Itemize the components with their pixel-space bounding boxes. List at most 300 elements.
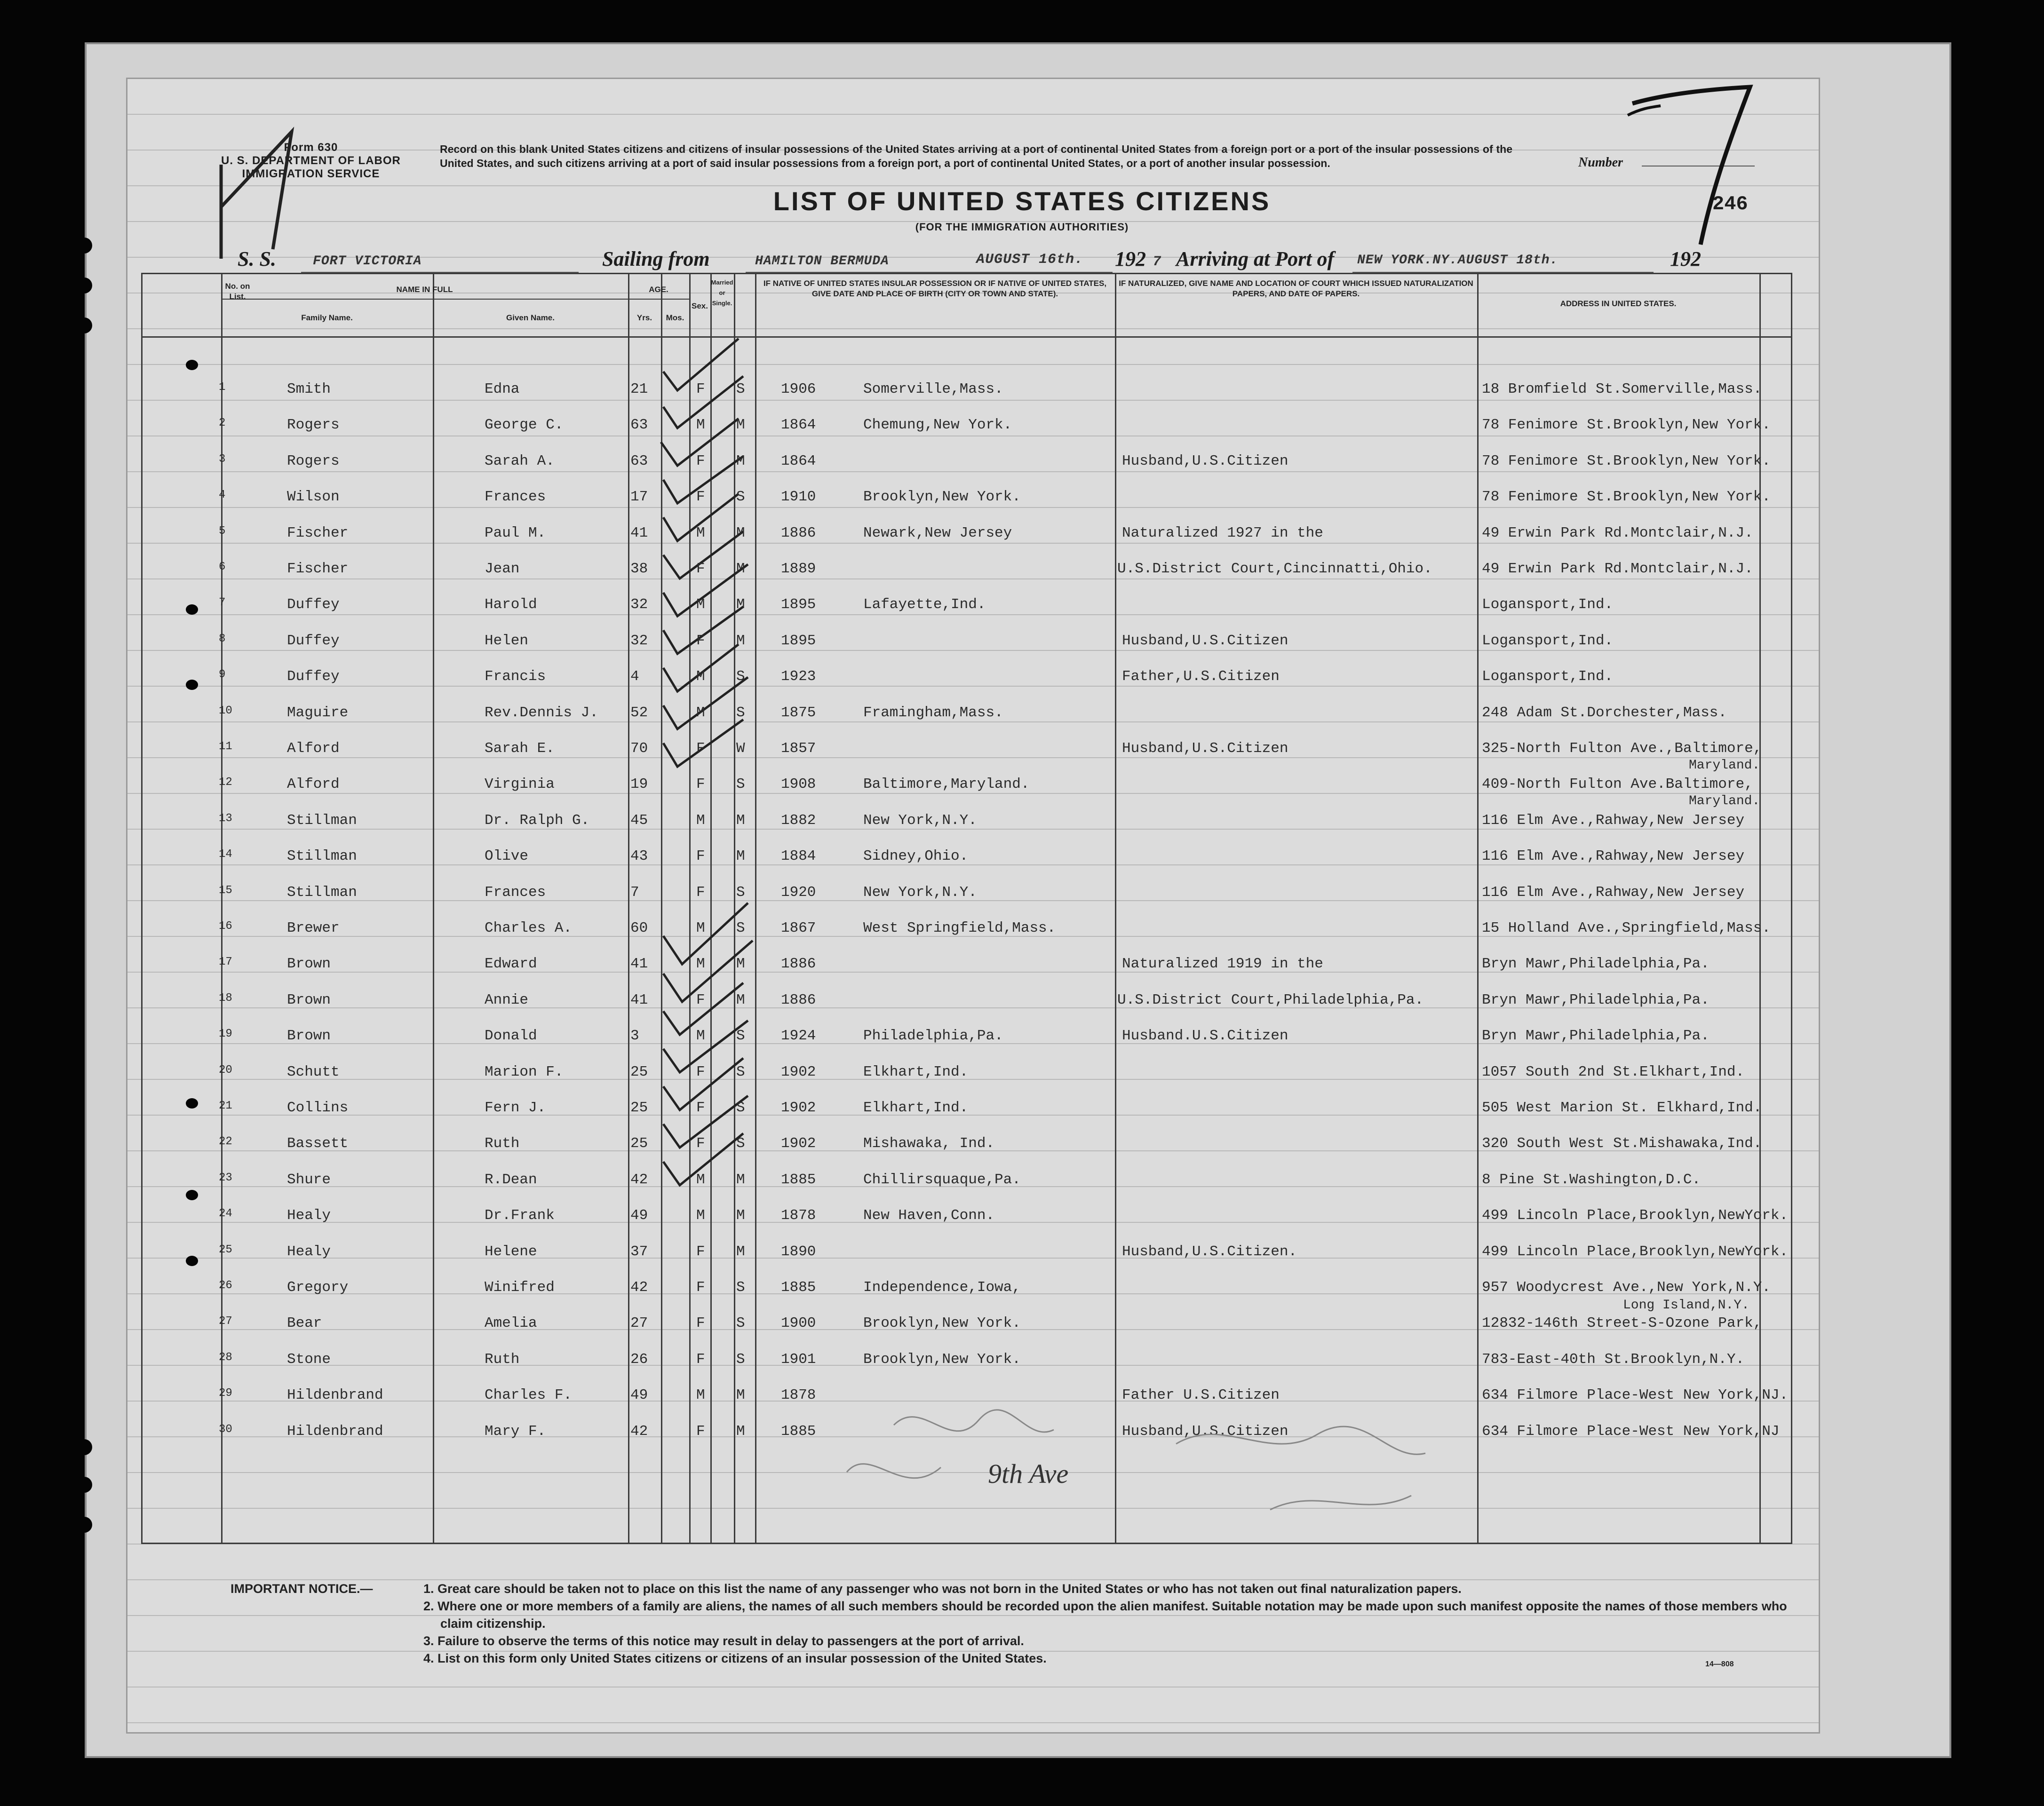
row-number: 12 [219,776,232,789]
birth-place: Baltimore,Maryland. [863,776,1030,793]
age-years: 45 [630,812,648,829]
address: 8 Pine St.Washington,D.C. [1482,1171,1701,1188]
sex: F [696,561,705,577]
sex: F [696,1243,705,1260]
address: 320 South West St.Mishawaka,Ind. [1482,1135,1762,1152]
year-suffix: 7 [1153,254,1162,270]
sex: F [696,740,705,757]
birth-place: New Haven,Conn. [863,1207,995,1224]
birth-place: Independence,Iowa, [863,1279,1021,1296]
sex: F [696,381,705,397]
sex: F [696,489,705,506]
given-name: Charles F. [485,1387,573,1404]
naturalization: Husband,U.S.Citizen [1122,452,1288,469]
birth-year: 1886 [781,524,816,541]
family-name: Shure [287,1171,331,1188]
age-years: 25 [630,1100,648,1116]
hdr-family-name: Family Name. [301,313,353,322]
sex: F [696,1315,705,1332]
row-number: 7 [219,596,226,610]
naturalization: Husband,U.S.Citizen [1122,740,1288,757]
sex: M [696,596,705,613]
hdr-mos: Mos. [666,313,684,322]
ss-label: S. S. [238,247,276,270]
sailing-label: Sailing from [602,247,710,270]
family-name: Stone [287,1351,331,1368]
marital-status: M [736,596,745,613]
given-name: Annie [485,991,529,1008]
age-years: 42 [630,1171,648,1188]
given-name: Edward [485,956,537,973]
sex: F [696,848,705,865]
hdr-no: No. on List. [225,282,250,301]
marital-status: M [736,1423,745,1440]
hdr-sex: Sex. [692,301,708,310]
marital-status: M [736,1387,745,1404]
birth-year: 1878 [781,1207,816,1224]
address: 957 Woodycrest Ave.,New York,N.Y. [1482,1279,1771,1296]
sex: F [696,776,705,793]
row-number: 19 [219,1028,232,1041]
family-name: Hildenbrand [287,1423,383,1440]
arriving-label: Arriving at Port of [1176,247,1335,270]
row-number: 28 [219,1351,232,1364]
given-name: Virginia [485,776,555,793]
address: 634 Filmore Place-West New York,NJ [1482,1423,1780,1440]
naturalization: Father U.S.Citizen [1122,1387,1280,1404]
address: Logansport,Ind. [1482,668,1614,685]
check-marks [644,329,786,1307]
marital-status: M [736,812,745,829]
sex: M [696,920,705,936]
sailing-port: HAMILTON BERMUDA [755,254,889,269]
marital-status: S [736,381,745,397]
marital-status: M [736,1207,745,1224]
address: Bryn Mawr,Philadelphia,Pa. [1482,1028,1710,1045]
family-name: Bear [287,1315,322,1332]
sex: F [696,1100,705,1116]
birth-year: 1902 [781,1135,816,1152]
row-number: 29 [219,1387,232,1400]
family-name: Bassett [287,1135,349,1152]
notice-item-1: 1. Great care should be taken not to place on this list the name of any passenger who was not born in the United States or who has not taken out final naturalization papers. [423,1582,1462,1596]
age-years: 49 [630,1387,648,1404]
birth-place: Chillirsquaque,Pa. [863,1171,1021,1188]
birth-place: Philadelphia,Pa. [863,1028,1003,1045]
address-line-2: Maryland. [1689,794,1760,809]
given-name: Sarah A. [485,452,555,469]
given-name: George C. [485,417,564,434]
address: 634 Filmore Place-West New York,NJ. [1482,1387,1789,1404]
birth-year: 1906 [781,381,816,397]
sex: M [696,1387,705,1404]
row-number: 10 [219,704,232,717]
marital-status: S [736,1135,745,1152]
row-number: 24 [219,1207,232,1220]
address: 783-East-40th St.Brooklyn,N.Y. [1482,1351,1745,1368]
family-name: Brown [287,991,331,1008]
given-name: Dr.Frank [485,1207,555,1224]
address: 18 Bromfield St.Somerville,Mass. [1482,381,1762,397]
naturalization: Husband,U.S.Citizen. [1122,1243,1297,1260]
age-years: 37 [630,1243,648,1260]
address: 12832-146th Street-S-Ozone Park, [1482,1315,1762,1332]
given-name: Marion F. [485,1063,564,1080]
birth-year: 1884 [781,848,816,865]
marital-status: M [736,524,745,541]
birth-place: West Springfield,Mass. [863,920,1056,936]
family-name: Schutt [287,1063,340,1080]
age-years: 41 [630,524,648,541]
marital-status: M [736,632,745,649]
given-name: Sarah E. [485,740,555,757]
birth-place: Sidney,Ohio. [863,848,969,865]
family-name: Stillman [287,812,357,829]
notice-lead: IMPORTANT NOTICE.— [231,1582,373,1596]
row-number: 17 [219,956,232,969]
family-name: Rogers [287,417,340,434]
family-name: Alford [287,740,340,757]
birth-year: 1864 [781,452,816,469]
marital-status: W [736,740,745,757]
address: 116 Elm Ave.,Rahway,New Jersey [1482,884,1745,901]
year-prefix: 192 [1115,247,1146,270]
sex: M [696,812,705,829]
given-name: Edna [485,381,520,397]
pencil-annotations [800,1387,1505,1529]
given-name: Frances [485,489,546,506]
address: Bryn Mawr,Philadelphia,Pa. [1482,991,1710,1008]
marital-status: M [736,452,745,469]
address: 116 Elm Ave.,Rahway,New Jersey [1482,812,1745,829]
birth-place: Brooklyn,New York. [863,489,1021,506]
age-years: 52 [630,704,648,721]
address: Logansport,Ind. [1482,632,1614,649]
family-name: Maguire [287,704,349,721]
family-name: Brown [287,956,331,973]
given-name: Olive [485,848,529,865]
birth-year: 1890 [781,1243,816,1260]
birth-year: 1923 [781,668,816,685]
marital-status: M [736,561,745,577]
sex: M [696,956,705,973]
birth-place: Lafayette,Ind. [863,596,986,613]
address: 248 Adam St.Dorchester,Mass. [1482,704,1727,721]
birth-place: Newark,New Jersey [863,524,1012,541]
naturalization: Naturalized 1919 in the [1122,956,1323,973]
family-name: Gregory [287,1279,349,1296]
given-name: R.Dean [485,1171,537,1188]
sailing-date: AUGUST 16th. [976,252,1084,268]
family-name: Hildenbrand [287,1387,383,1404]
address: Bryn Mawr,Philadelphia,Pa. [1482,956,1710,973]
address: 409-North Fulton Ave.Baltimore, [1482,776,1753,793]
address: 1057 South 2nd St.Elkhart,Ind. [1482,1063,1745,1080]
marital-status: S [736,1028,745,1045]
row-number: 4 [219,489,226,502]
family-name: Collins [287,1100,349,1116]
row-number: 11 [219,740,232,753]
row-number: 18 [219,991,232,1005]
sex: M [696,1028,705,1045]
marital-status: S [736,1279,745,1296]
birth-year: 1901 [781,1351,816,1368]
form-label: Form 630 [284,141,338,154]
family-name: Wilson [287,489,340,506]
birth-year: 1920 [781,884,816,901]
naturalization: Father,U.S.Citizen [1122,668,1280,685]
birth-year: 1886 [781,956,816,973]
address-line-pre: Long Island,N.Y. [1623,1298,1750,1313]
given-name: Rev.Dennis J. [485,704,598,721]
age-years: 70 [630,740,648,757]
sex: F [696,1279,705,1296]
birth-year: 1889 [781,561,816,577]
birth-year: 1910 [781,489,816,506]
age-years: 42 [630,1423,648,1440]
age-years: 43 [630,848,648,865]
birth-year: 1902 [781,1100,816,1116]
row-number: 5 [219,524,226,538]
sex: F [696,991,705,1008]
naturalization: Husband.U.S.Citizen [1122,1028,1288,1045]
hdr-married-single: Married or Single. [711,279,733,307]
family-name: Brown [287,1028,331,1045]
given-name: Harold [485,596,537,613]
birth-year: 1924 [781,1028,816,1045]
given-name: Charles A. [485,920,573,936]
row-number: 27 [219,1315,232,1328]
family-name: Fischer [287,561,349,577]
age-years: 25 [630,1135,648,1152]
family-name: Brewer [287,920,340,936]
arriving-port-date: NEW YORK.NY.AUGUST 18th. [1357,253,1559,268]
age-years: 60 [630,920,648,936]
age-years: 3 [630,1028,639,1045]
given-name: Helen [485,632,529,649]
birth-year: 1864 [781,417,816,434]
family-name: Healy [287,1243,331,1260]
address: 78 Fenimore St.Brooklyn,New York. [1482,452,1771,469]
address-line-2: Maryland. [1689,758,1760,773]
age-years: 32 [630,596,648,613]
row-number: 26 [219,1279,232,1292]
hdr-birth: IF NATIVE OF UNITED STATES INSULAR POSSESSION OR IF NATIVE OF UNITED STATES, GIVE DATE AND PLACE OF BIRTH (CITY OR TOWN AND STATE). [763,279,1107,298]
birth-year: 1882 [781,812,816,829]
address: 505 West Marion St. Elkhard,Ind. [1482,1100,1762,1116]
birth-year: 1885 [781,1279,816,1296]
age-years: 41 [630,991,648,1008]
birth-year: 1895 [781,632,816,649]
row-number: 2 [219,417,226,430]
family-name: Duffey [287,596,340,613]
naturalization: Naturalized 1927 in the [1122,524,1323,541]
age-years: 26 [630,1351,648,1368]
form-code: 14—808 [1705,1660,1734,1668]
birth-place: Framingham,Mass. [863,704,1003,721]
family-name: Smith [287,381,331,397]
given-name: Donald [485,1028,537,1045]
family-name: Duffey [287,668,340,685]
notice-item-4: 4. List on this form only United States citizens or citizens of an insular possession of the United States. [423,1651,1047,1665]
marital-status: S [736,776,745,793]
marital-status: M [736,848,745,865]
birth-year: 1908 [781,776,816,793]
record-instruction: Record on this blank United States citizens and citizens of insular possessions of the United States arriving at a port of continental United States from a foreign port or a port of the insular possessions of the United States, and such citizens arriving at a port of said insular possessions from a foreign port, a port of continental United States, or a port of another insular possession. [440,143,1512,169]
family-name: Healy [287,1207,331,1224]
birth-place: Brooklyn,New York. [863,1351,1021,1368]
number-label: Number [1578,155,1623,170]
row-number: 13 [219,812,232,825]
naturalization: U.S.District Court,Cincinnatti,Ohio. [1117,561,1432,577]
birth-place: New York,N.Y. [863,812,977,829]
given-name: Helene [485,1243,537,1260]
row-number: 3 [219,452,226,466]
row-number: 23 [219,1171,232,1184]
sex: M [696,417,705,434]
marital-status: M [736,1243,745,1260]
age-years: 32 [630,632,648,649]
hdr-age: AGE. [649,285,668,294]
family-name: Duffey [287,632,340,649]
marital-status: S [736,1100,745,1116]
row-number: 1 [219,381,226,394]
age-years: 49 [630,1207,648,1224]
birth-year: 1895 [781,596,816,613]
birth-place: Chemung,New York. [863,417,1012,434]
age-years: 42 [630,1279,648,1296]
year-end: 192 [1670,247,1701,270]
birth-year: 1886 [781,991,816,1008]
age-years: 17 [630,489,648,506]
hdr-naturalized: IF NATURALIZED, GIVE NAME AND LOCATION OF COURT WHICH ISSUED NATURALIZATION PAPERS, AND DATE OF PAPERS. [1119,279,1473,298]
address: 116 Elm Ave.,Rahway,New Jersey [1482,848,1745,865]
naturalization: Husband,U.S.Citizen [1122,632,1288,649]
marital-status: M [736,417,745,434]
birth-year: 1902 [781,1063,816,1080]
family-name: Stillman [287,884,357,901]
notice-item-2: 2. Where one or more members of a family are aliens, the names of all such members should be recorded upon the alien manifest. Suitable notation may be made upon such manifest opposite the names of those members who claim citizenship. [423,1599,1787,1631]
row-number: 8 [219,632,226,645]
birth-place: Mishawaka, Ind. [863,1135,995,1152]
family-name: Fischer [287,524,349,541]
given-name: Frances [485,884,546,901]
hdr-yrs: Yrs. [636,313,652,322]
marital-status: S [736,668,745,685]
hdr-given-name: Given Name. [506,313,555,322]
age-years: 25 [630,1063,648,1080]
row-number: 25 [219,1243,232,1256]
address: 49 Erwin Park Rd.Montclair,N.J. [1482,524,1753,541]
hdr-address: ADDRESS IN UNITED STATES. [1560,299,1677,308]
row-number: 20 [219,1063,232,1077]
row-number: 14 [219,848,232,861]
family-name: Stillman [287,848,357,865]
marital-status: S [736,1351,745,1368]
address: Logansport,Ind. [1482,596,1614,613]
given-name: Fern J. [485,1100,546,1116]
ship-name: FORT VICTORIA [313,254,422,269]
age-years: 21 [630,381,648,397]
address: 15 Holland Ave.,Springfield,Mass. [1482,920,1771,936]
age-years: 38 [630,561,648,577]
birth-year: 1885 [781,1423,816,1440]
age-years: 27 [630,1315,648,1332]
age-years: 19 [630,776,648,793]
family-name: Rogers [287,452,340,469]
naturalization: Husband,U.S.Citizen [1122,1423,1288,1440]
given-name: Jean [485,561,520,577]
given-name: Francis [485,668,546,685]
sex: M [696,704,705,721]
birth-year: 1878 [781,1387,816,1404]
address: 49 Erwin Park Rd.Montclair,N.J. [1482,561,1753,577]
address: 499 Lincoln Place,Brooklyn,NewYork. [1482,1207,1789,1224]
birth-place: Elkhart,Ind. [863,1100,969,1116]
birth-year: 1875 [781,704,816,721]
age-years: 63 [630,452,648,469]
sex: F [696,452,705,469]
handwritten-note: 9th Ave [988,1458,1069,1489]
row-number: 9 [219,668,226,681]
marital-status: S [736,489,745,506]
birth-year: 1900 [781,1315,816,1332]
department-label: U. S. DEPARTMENT OF LABOR [221,154,401,167]
birth-year: 1857 [781,740,816,757]
family-name: Alford [287,776,340,793]
sex: F [696,1351,705,1368]
marital-status: M [736,1171,745,1188]
birth-year: 1867 [781,920,816,936]
sex: F [696,632,705,649]
marital-status: S [736,1063,745,1080]
row-number: 22 [219,1135,232,1149]
birth-place: Somerville,Mass. [863,381,1003,397]
sex: M [696,524,705,541]
age-years: 63 [630,417,648,434]
row-number: 30 [219,1423,232,1436]
given-name: Mary F. [485,1423,546,1440]
given-name: Dr. Ralph G. [485,812,590,829]
page-number: 246 [1712,193,1748,215]
birth-place: Elkhart,Ind. [863,1063,969,1080]
given-name: Ruth [485,1135,520,1152]
birth-place: Brooklyn,New York. [863,1315,1021,1332]
sex: F [696,1063,705,1080]
given-name: Winifred [485,1279,555,1296]
sex: M [696,668,705,685]
page-subtitle: (FOR THE IMMIGRATION AUTHORITIES) [915,221,1129,233]
sex: M [696,1171,705,1188]
age-years: 41 [630,956,648,973]
address: 78 Fenimore St.Brooklyn,New York. [1482,417,1771,434]
hdr-name-in-full: NAME IN FULL [396,285,453,294]
address: 499 Lincoln Place,Brooklyn,NewYork. [1482,1243,1789,1260]
sex: F [696,1423,705,1440]
marital-status: M [736,991,745,1008]
given-name: Ruth [485,1351,520,1368]
age-years: 7 [630,884,639,901]
marital-status: M [736,956,745,973]
naturalization: U.S.District Court,Philadelphia,Pa. [1117,991,1424,1008]
marital-status: S [736,704,745,721]
service-label: IMMIGRATION SERVICE [242,167,380,180]
marital-status: S [736,884,745,901]
notice-item-3: 3. Failure to observe the terms of this notice may result in delay to passengers at the port of arrival. [423,1634,1024,1648]
notice-items [423,1580,1788,1667]
sex: F [696,884,705,901]
given-name: Paul M. [485,524,546,541]
